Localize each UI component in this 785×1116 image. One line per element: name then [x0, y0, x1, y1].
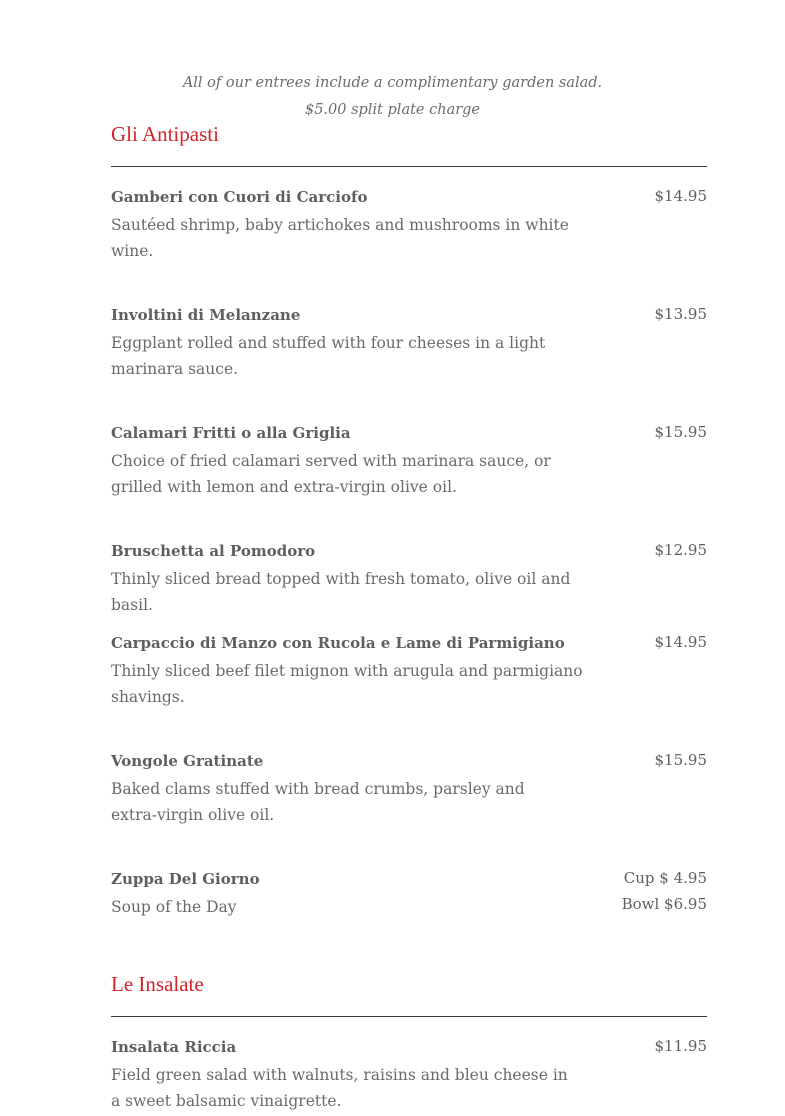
item-description: Choice of fried calamari served with marinara sauce, or grilled with lemon and extra-virgin olive oil. — [111, 452, 551, 496]
item-price: $11.95 — [654, 1037, 707, 1055]
item-price: $14.95 — [654, 187, 707, 205]
item-description: Sautéed shrimp, baby artichokes and mushrooms in white wine. — [111, 216, 569, 260]
item-description: Soup of the Day — [111, 898, 237, 916]
item-name: Vongole Gratinate — [111, 752, 264, 770]
item-price: $15.95 — [654, 751, 707, 769]
item-description: Thinly sliced bread topped with fresh tomato, olive oil and basil. — [111, 570, 571, 614]
item-price: $13.95 — [654, 305, 707, 323]
intro-salad-note: All of our entrees include a complimentary garden salad. — [182, 75, 603, 91]
item-description: Eggplant rolled and stuffed with four cheeses in a light marinara sauce. — [111, 334, 546, 378]
item-name: Insalata Riccia — [111, 1038, 237, 1056]
item-description: Thinly sliced beef filet mignon with arugula and parmigiano shavings. — [111, 662, 583, 706]
item-name: Calamari Fritti o alla Griglia — [111, 424, 351, 442]
section-divider — [111, 1016, 707, 1017]
item-name: Zuppa Del Giorno — [111, 870, 260, 888]
item-price: $12.95 — [654, 541, 707, 559]
intro-split-charge: $5.00 split plate charge — [304, 102, 481, 118]
item-name: Carpaccio di Manzo con Rucola e Lame di Parmigiano — [111, 634, 565, 652]
item-name: Bruschetta al Pomodoro — [111, 542, 316, 560]
section-title-insalate: Le Insalate — [111, 972, 204, 996]
bowl-price: Bowl $6.95 — [621, 895, 707, 913]
item-description: Baked clams stuffed with bread crumbs, parsley and extra-virgin olive oil. — [111, 780, 525, 824]
section-divider — [111, 166, 707, 167]
item-name: Gamberi con Cuori di Carciofo — [111, 188, 368, 206]
cup-price: Cup $ 4.95 — [623, 869, 707, 887]
item-name: Involtini di Melanzane — [111, 306, 301, 324]
section-title-antipasti: Gli Antipasti — [111, 122, 219, 146]
menu-intro — [0, 70, 785, 124]
item-price — [622, 865, 707, 917]
item-price: $15.95 — [654, 423, 707, 441]
item-description: Field green salad with walnuts, raisins and bleu cheese in a sweet balsamic vinaigrette. — [111, 1066, 568, 1110]
item-price: $14.95 — [654, 633, 707, 651]
